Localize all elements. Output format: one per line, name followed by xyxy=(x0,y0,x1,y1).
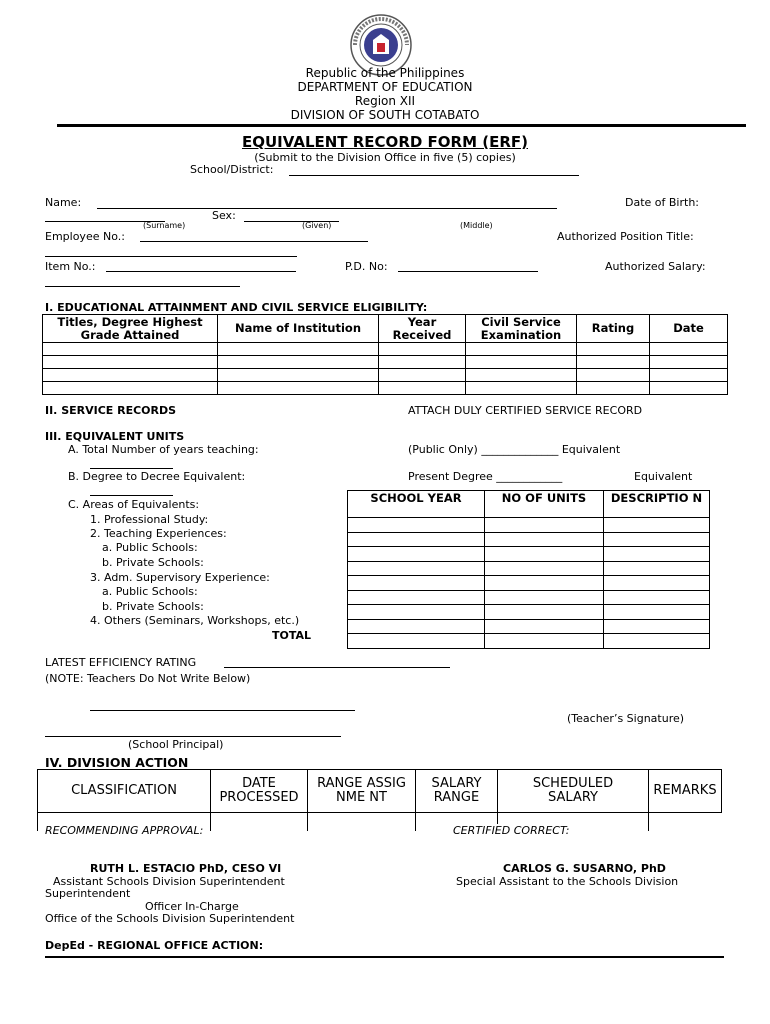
dob-label: Date of Birth: xyxy=(625,196,700,209)
table-row xyxy=(348,576,710,591)
right-signatory-title: Special Assistant to the Schools Division xyxy=(456,875,679,888)
col-classification: CLASSIFICATION xyxy=(38,770,211,813)
pd-no-field[interactable] xyxy=(398,271,538,272)
employee-no-label: Employee No.: xyxy=(45,230,125,243)
area-item: b. Private Schools: xyxy=(102,556,204,569)
area-item: a. Public Schools: xyxy=(102,585,198,598)
section2-heading: II. SERVICE RECORDS xyxy=(45,404,177,417)
col-scheduled-salary: SCHEDULED SALARY xyxy=(498,770,649,813)
efficiency-rating-field[interactable] xyxy=(224,667,450,668)
area-item: b. Private Schools: xyxy=(102,600,204,613)
col-no-of-units: NO OF UNITS xyxy=(485,491,604,518)
region-text: Region XII xyxy=(354,94,416,108)
section4-heading: IV. DIVISION ACTION xyxy=(45,755,189,770)
teacher-signature-label: (Teacher’s Signature) xyxy=(567,712,685,725)
present-degree-text: Present Degree ____________ xyxy=(408,470,563,483)
position-title-field[interactable] xyxy=(45,256,297,257)
certified-correct: CERTIFIED CORRECT: xyxy=(453,824,570,837)
middle-hint: (Middle) xyxy=(460,221,493,230)
equivalent-text: Equivalent xyxy=(634,470,693,483)
school-district-label: School/District: xyxy=(190,163,274,176)
service-record-note: ATTACH DULY CERTIFIED SERVICE RECORD xyxy=(408,404,643,417)
footer-rule xyxy=(45,956,724,958)
regional-office-action: DepEd - REGIONAL OFFICE ACTION: xyxy=(45,939,264,952)
table-row xyxy=(348,591,710,605)
degree-field[interactable] xyxy=(90,495,173,496)
area-item: a. Public Schools: xyxy=(102,541,198,554)
table-row xyxy=(348,620,710,634)
table-row xyxy=(348,634,710,649)
given-hint: (Given) xyxy=(302,221,332,230)
area-item: 3. Adm. Supervisory Experience: xyxy=(90,571,270,584)
principal-signature-line[interactable] xyxy=(45,736,341,737)
left-signatory-name: RUTH L. ESTACIO PhD, CESO VI xyxy=(90,862,282,875)
table-row xyxy=(348,562,710,576)
col-salary-range: SALARY RANGE xyxy=(416,770,498,813)
teacher-signature-line[interactable] xyxy=(90,710,355,711)
areas-label: C. Areas of Equivalents: xyxy=(68,498,200,511)
education-table xyxy=(42,314,728,395)
years-teaching-field[interactable] xyxy=(90,468,173,469)
authorized-salary-field[interactable] xyxy=(45,286,240,287)
public-only-text: (Public Only) ______________ Equivalent xyxy=(408,443,621,456)
area-item: 1. Professional Study: xyxy=(90,513,209,526)
table-row xyxy=(43,369,728,382)
efficiency-rating-label: LATEST EFFICIENCY RATING xyxy=(45,656,197,669)
table-row xyxy=(348,533,710,547)
surname-hint: (Surname) xyxy=(143,221,186,230)
sex-label: Sex: xyxy=(212,209,236,222)
department-text: DEPARTMENT OF EDUCATION xyxy=(297,80,473,94)
header-rule xyxy=(57,124,746,127)
col-remarks: REMARKS xyxy=(649,770,722,813)
name-label: Name: xyxy=(45,196,82,209)
col-rating: Rating xyxy=(577,315,650,343)
area-item: 2. Teaching Experiences: xyxy=(90,527,227,540)
employee-no-field[interactable] xyxy=(140,241,368,242)
units-table xyxy=(347,490,710,649)
form-title: EQUIVALENT RECORD FORM (ERF) xyxy=(241,133,528,151)
col-year-received: Year Received xyxy=(379,315,466,343)
school-district-field[interactable] xyxy=(289,175,579,176)
pd-no-label: P.D. No: xyxy=(345,260,388,273)
col-civil-service: Civil Service Examination xyxy=(466,315,577,343)
table-row xyxy=(43,356,728,369)
position-title-label: Authorized Position Title: xyxy=(557,230,694,243)
col-titles-degree: Titles, Degree Highest Grade Attained xyxy=(43,315,218,343)
recommending-approval: RECOMMENDING APPROVAL: xyxy=(45,824,204,837)
left-signatory-title: Office of the Schools Division Superintendent xyxy=(45,912,295,925)
section1-heading: I. EDUCATIONAL ATTAINMENT AND CIVIL SERVICE ELIGIBILITY: xyxy=(45,301,428,314)
division-text: DIVISION OF SOUTH COTABATO xyxy=(290,108,480,122)
col-date-processed: DATE PROCESSED xyxy=(211,770,308,813)
col-institution: Name of Institution xyxy=(218,315,379,343)
authorized-salary-label: Authorized Salary: xyxy=(605,260,706,273)
col-description: DESCRIPTIO N xyxy=(604,491,710,518)
col-school-year: SCHOOL YEAR xyxy=(348,491,485,518)
left-signatory-title: Assistant Schools Division Superintendent xyxy=(53,875,285,888)
col-range-assignment: RANGE ASSIGNME NT xyxy=(308,770,416,813)
principal-label: (School Principal) xyxy=(128,738,224,751)
table-row xyxy=(43,343,728,356)
table-row xyxy=(348,518,710,533)
name-field[interactable] xyxy=(97,208,557,209)
item-no-field[interactable] xyxy=(106,271,296,272)
item-no-label: Item No.: xyxy=(45,260,96,273)
left-signatory-title: Officer In-Charge xyxy=(145,900,239,913)
table-row xyxy=(43,382,728,395)
right-signatory-name: CARLOS G. SUSARNO, PhD xyxy=(503,862,666,875)
left-signatory-title: Superintendent xyxy=(45,887,131,900)
table-row xyxy=(348,605,710,620)
table-row xyxy=(348,547,710,562)
area-item: 4. Others (Seminars, Workshops, etc.) xyxy=(90,614,300,627)
form-subtitle: (Submit to the Division Office in five (5) copies) xyxy=(254,151,516,164)
col-date: Date xyxy=(650,315,728,343)
republic-text: Republic of the Philippines xyxy=(305,66,465,80)
division-action-table xyxy=(37,769,722,831)
teachers-note: (NOTE: Teachers Do Not Write Below) xyxy=(45,672,251,685)
total-label: TOTAL xyxy=(272,629,312,642)
degree-label: B. Degree to Decree Equivalent: xyxy=(68,470,246,483)
section3-heading: III. EQUIVALENT UNITS xyxy=(45,430,185,443)
years-teaching-label: A. Total Number of years teaching: xyxy=(68,443,259,456)
